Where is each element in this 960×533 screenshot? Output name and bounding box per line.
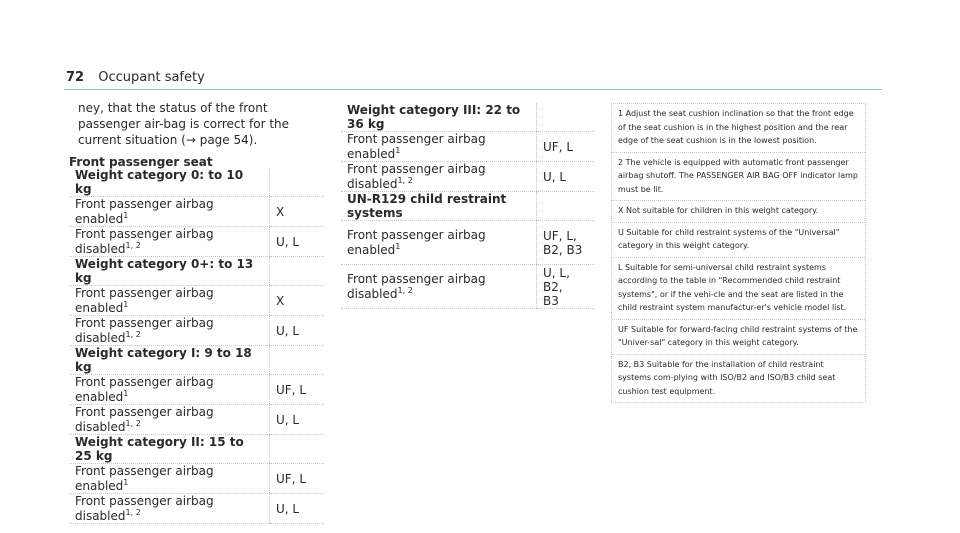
- table-row: [69, 464, 324, 494]
- footnote-ref: 1, 2: [125, 419, 141, 428]
- table-category-row: [69, 435, 324, 464]
- footnote-ref: 1, 2: [125, 241, 141, 250]
- row-value: U, L: [270, 405, 325, 435]
- row-value: U, L, B2, B3: [537, 265, 596, 309]
- footnote: U Suitable for child restraint systems of the "Universal" category in this weight category.: [612, 223, 865, 258]
- row-label: Front passenger airbag enabled$^1$: [69, 375, 270, 405]
- footnote: 2 The vehicle is equipped with automatic front passenger airbag shutoff. The PASSENGER AIR BAG OFF indicator lamp must be lit.: [612, 153, 865, 202]
- footnote-ref: 1: [395, 242, 401, 251]
- footnote-ref: 1, 2: [125, 508, 141, 517]
- footnote: UF Suitable for forward-facing child restraint systems of the "Univer-sal" category in this weight category.: [612, 320, 865, 355]
- row-value: U, L: [270, 227, 325, 257]
- table-category-row: [69, 257, 324, 286]
- table-row: [69, 197, 324, 227]
- row-value: [537, 103, 596, 132]
- table-row: [69, 227, 324, 257]
- row-label: UN-R129 child restraint systems: [341, 192, 537, 221]
- header-divider: [64, 89, 882, 90]
- page-header: [66, 70, 205, 85]
- row-label: Front passenger airbag disabled$^{1, 2}$: [69, 405, 270, 435]
- table-row: [69, 405, 324, 435]
- seat-table-left: [69, 168, 324, 524]
- footnote: X Not suitable for children in this weight category.: [612, 201, 865, 223]
- table-row: [69, 286, 324, 316]
- row-label: Weight category II: 15 to 25 kg: [69, 435, 270, 464]
- row-label: Front passenger airbag enabled$^1$: [341, 132, 537, 162]
- row-value: [270, 346, 325, 375]
- row-value: X: [270, 197, 325, 227]
- table-category-row: [341, 192, 595, 221]
- table-row: [341, 132, 595, 162]
- row-label: Front passenger airbag disabled$^{1, 2}$: [69, 316, 270, 346]
- footnote-ref: 1: [123, 211, 129, 220]
- footnote: 1 Adjust the seat cushion inclination so that the front edge of the seat cushion is in the highest position and the rear edge of the seat cushion is in the lowest position.: [612, 104, 865, 153]
- table-category-row: [341, 103, 595, 132]
- footnote-ref: 1: [123, 478, 129, 487]
- footnotes-box: [611, 103, 866, 403]
- row-label: Weight category III: 22 to 36 kg: [341, 103, 537, 132]
- row-value: U, L: [537, 162, 596, 192]
- row-label: Front passenger airbag enabled$^1$: [69, 286, 270, 316]
- row-value: U, L: [270, 316, 325, 346]
- footnote-ref: 1, 2: [397, 286, 413, 295]
- section-title: Front passenger seat: [69, 155, 213, 169]
- row-label: Front passenger airbag disabled$^{1, 2}$: [341, 162, 537, 192]
- row-value: UF, L: [537, 132, 596, 162]
- row-label: Front passenger airbag enabled$^1$: [341, 221, 537, 265]
- footnote: B2, B3 Suitable for the installation of child restraint systems com-plying with ISO/B2 and ISO/B3 child seat cushion test equipment.: [618, 359, 836, 396]
- row-value: [270, 257, 325, 286]
- row-label: Weight category 0+: to 13 kg: [69, 257, 270, 286]
- row-value: UF, L: [270, 375, 325, 405]
- table-row: [69, 316, 324, 346]
- table-category-row: [69, 346, 324, 375]
- footnote-ref: 1: [123, 389, 129, 398]
- table-row: [69, 375, 324, 405]
- row-label: Front passenger airbag enabled$^1$: [69, 197, 270, 227]
- row-label: Front passenger airbag disabled$^{1, 2}$: [341, 265, 537, 309]
- row-value: [270, 168, 325, 197]
- intro-paragraph: ney, that the status of the front passenger air-bag is correct for the current situation (→ page 54).: [78, 101, 290, 147]
- row-value: [270, 435, 325, 464]
- table-row: [341, 162, 595, 192]
- row-value: UF, L, B2, B3: [537, 221, 596, 265]
- row-label: Weight category I: 9 to 18 kg: [69, 346, 270, 375]
- page-number: 72: [66, 70, 85, 85]
- table-row: [341, 265, 595, 309]
- row-value: U, L: [270, 494, 325, 524]
- footnote-ref: 1, 2: [125, 330, 141, 339]
- table-category-row: [69, 168, 324, 197]
- table-row: [69, 494, 324, 524]
- row-label: Front passenger airbag enabled$^1$: [69, 464, 270, 494]
- footnote-ref: 1: [395, 146, 401, 155]
- footnote-ref: 1, 2: [397, 176, 413, 185]
- row-value: UF, L: [270, 464, 325, 494]
- row-value: X: [270, 286, 325, 316]
- table-row: [341, 221, 595, 265]
- row-label: Weight category 0: to 10 kg: [69, 168, 270, 197]
- footnote: L Suitable for semi-universal child restraint systems according to the table in "Recommended child restraint systems", or if the vehi-cle and the seat are listed in the child restraint system manufactur-er's vehicle model list.: [612, 258, 865, 320]
- seat-table-right: [341, 103, 595, 309]
- chapter-title: Occupant safety: [98, 70, 205, 85]
- footnote-ref: 1: [123, 300, 129, 309]
- row-label: Front passenger airbag disabled$^{1, 2}$: [69, 227, 270, 257]
- row-label: Front passenger airbag disabled$^{1, 2}$: [69, 494, 270, 524]
- row-value: [537, 192, 596, 221]
